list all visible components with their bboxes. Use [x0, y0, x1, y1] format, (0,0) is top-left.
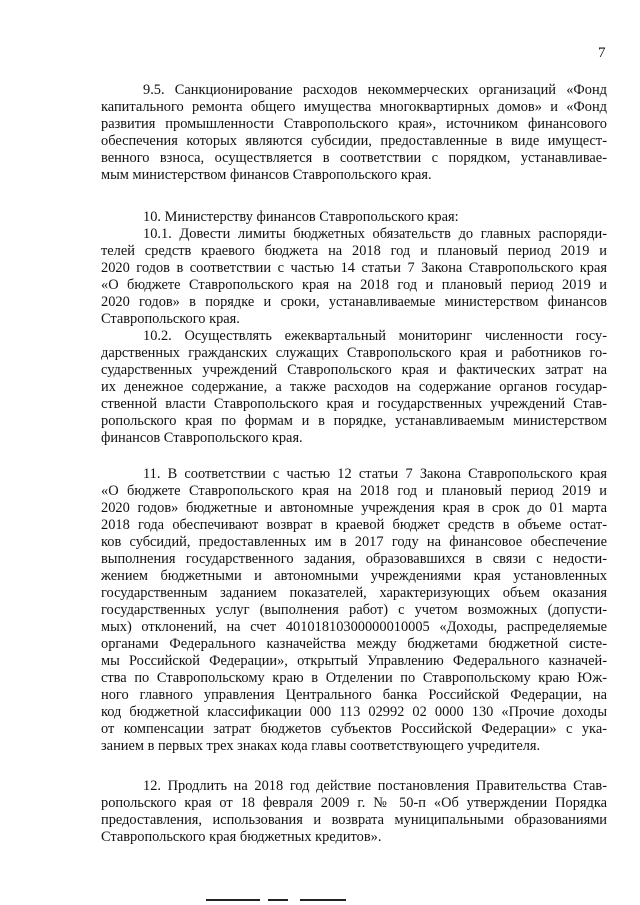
text-line: код бюджетной классификации 000 113 02992 02 0000 130 «Прочие доходы	[101, 704, 607, 720]
text-line: ков субсидий, предоставленных им в 2017 году на финансовое обеспечение	[101, 534, 607, 550]
text-line: 2020 годов» в порядке и сроки, устанавливаемые министерством финансов	[101, 294, 607, 310]
text-line: мы Российской Федерации», открытый Управлению Федерального казначей-	[101, 653, 607, 669]
text-line: 2018 года обеспечивают возврат в краевой бюджет средств в объеме остат-	[101, 517, 607, 533]
text-line: органами Федерального казначейства между бюджетами бюджетной систе-	[101, 636, 607, 652]
paragraph-12	[101, 778, 607, 846]
text-line: дарственных гражданских служащих Ставропольского края и работников го-	[101, 345, 607, 361]
text-line: жением бюджетными и автономными учреждениями края установленных	[101, 568, 607, 584]
text-line: ства по Ставропольскому краю в Отделении по Ставропольскому краю Юж-	[101, 670, 607, 686]
text-line: Ставропольского края бюджетных кредитов».	[101, 829, 382, 845]
text-line: 10.1. Довести лимиты бюджетных обязательств до главных распоряди-	[143, 226, 607, 242]
text-line: ропольского края от 18 февраля 2009 г. № 50-п «Об утверждении Порядка	[101, 795, 607, 811]
text-line: 12. Продлить на 2018 год действие постановления Правительства Став-	[143, 778, 607, 794]
scan-mark	[268, 899, 288, 901]
text-line: 2020 годов в соответствии с частью 14 статьи 7 Закона Ставропольского края	[101, 260, 607, 276]
text-line: от компенсации затрат бюджетов субъектов Российской Федерации» с ука-	[101, 721, 607, 737]
text-line: их денежное содержание, а также расходов на содержание органов государ-	[101, 379, 607, 395]
text-line: венного взноса, осуществляется в соответствии с порядком, устанавливае-	[101, 150, 607, 166]
text-line: капитального ремонта общего имущества многоквартирных домов» и «Фонд	[101, 99, 607, 115]
text-line: ропольского края по формам и в порядке, устанавливаемым министерством	[101, 413, 607, 429]
text-line: 9.5. Санкционирование расходов некоммерческих организаций «Фонд	[143, 82, 607, 98]
text-line: 2020 годов» бюджетные и автономные учреждения края в срок до 01 марта	[101, 500, 607, 516]
text-line: занием в первых трех знаках кода главы соответствующего учредителя.	[101, 738, 541, 754]
paragraph-10-2	[101, 328, 607, 447]
text-line: «О бюджете Ставропольского края на 2018 год и плановый период 2019 и	[101, 277, 607, 293]
text-line: 11. В соответствии с частью 12 статьи 7 Закона Ставропольского края	[143, 466, 607, 482]
text-line: предоставления, использования и возврата муниципальными образованиями	[101, 812, 607, 828]
text-line: Ставропольского края.	[101, 311, 240, 327]
paragraph-10-1	[101, 226, 607, 328]
text-line: мым министерством финансов Ставропольского края.	[101, 167, 432, 183]
text-line: развития промышленности Ставропольского края», источником финансового	[101, 116, 607, 132]
text-line: «О бюджете Ставропольского края на 2018 год и плановый период 2019 и	[101, 483, 607, 499]
text-line: мых) отклонений, на счет 40101810300000010005 «Доходы, распределяемые	[101, 619, 607, 635]
text-line: финансов Ставропольского края.	[101, 430, 303, 446]
scan-edge-artifact	[0, 897, 640, 903]
text-line: обеспечения которых являются субсидии, предоставленные в виде имущест-	[101, 133, 607, 149]
text-line: 10.2. Осуществлять ежеквартальный мониторинг численности госу-	[143, 328, 607, 344]
text-line: государственным заданием показателей, характеризующих объем оказания	[101, 585, 607, 601]
scan-mark	[206, 899, 260, 901]
text-line: телей средств краевого бюджета на 2018 год и плановый период 2019 и	[101, 243, 607, 259]
paragraph-10	[101, 209, 607, 226]
text-line: ственной власти Ставропольского края и государственных учреждений Став-	[101, 396, 607, 412]
text-line: выполнения государственного задания, образовавшихся в связи с недости-	[101, 551, 607, 567]
text-line: государственных услуг (выполнения работ) с учетом возможных (допусти-	[101, 602, 607, 618]
paragraph-11	[101, 466, 607, 755]
paragraph-9-5	[101, 82, 607, 184]
scan-mark	[300, 899, 346, 901]
text-line: 10. Министерству финансов Ставропольского края:	[143, 209, 459, 225]
text-line: ного главного управления Центрального банка Российской Федерации, на	[101, 687, 607, 703]
text-line: сударственных учреждений Ставропольского края и фактических затрат на	[101, 362, 607, 378]
page-number: 7	[598, 45, 606, 61]
